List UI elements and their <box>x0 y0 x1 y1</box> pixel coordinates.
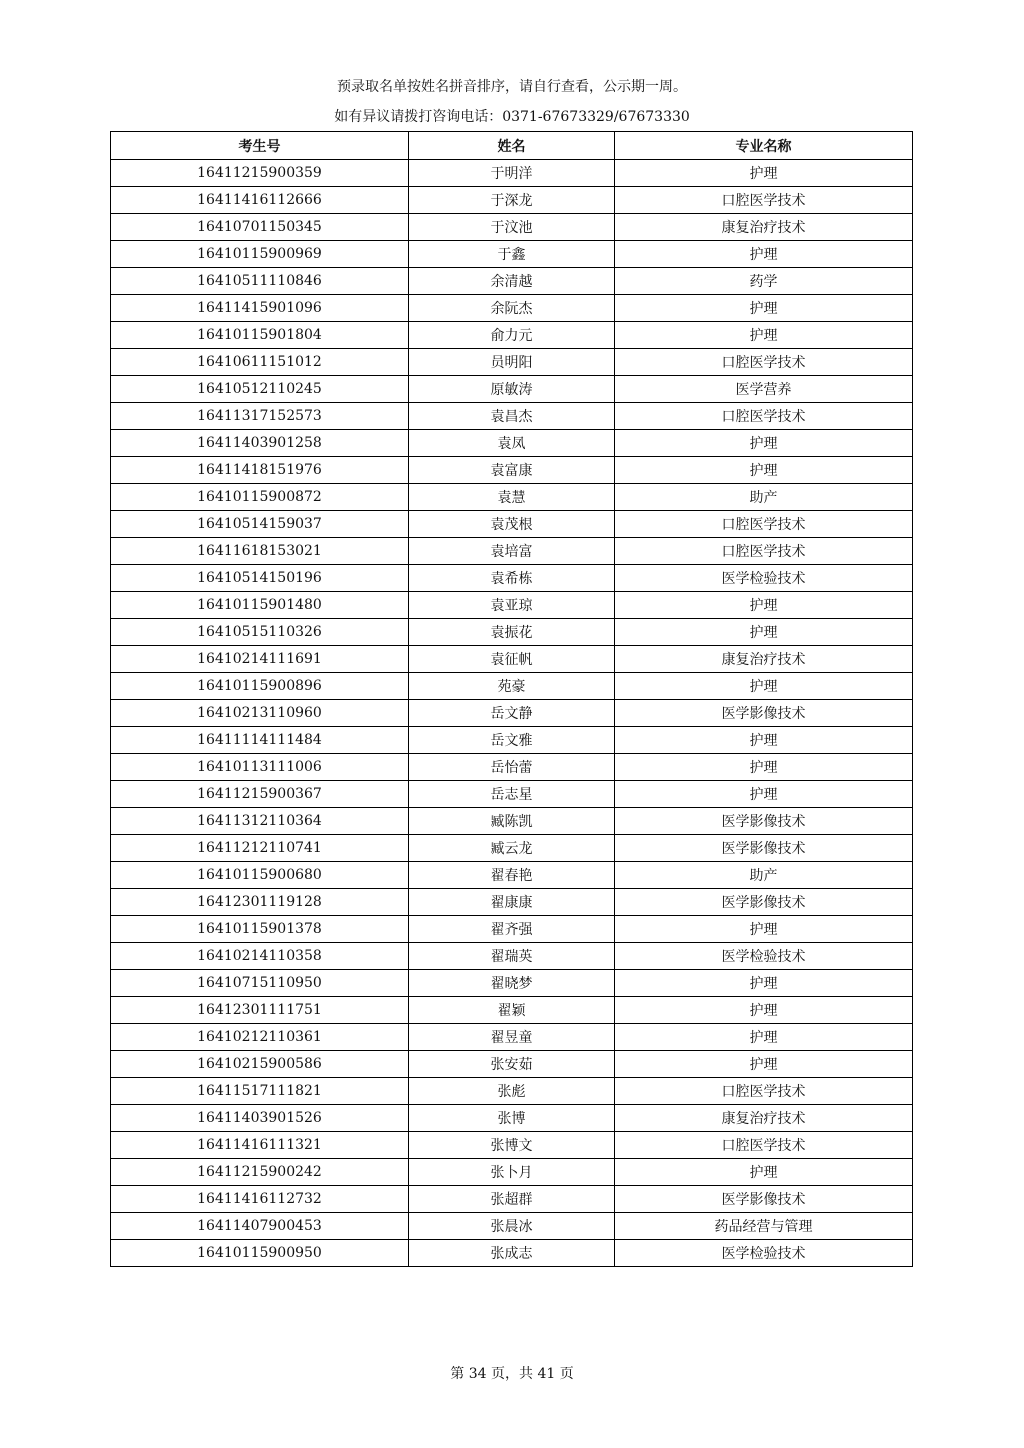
table-row <box>111 1132 913 1159</box>
cell-exam-number: 16410115901804 <box>111 322 409 349</box>
table-row <box>111 970 913 997</box>
cell-exam-number: 16410514159037 <box>111 511 409 538</box>
table-row <box>111 187 913 214</box>
page-number: 第 34 页，共 41 页 <box>450 1366 574 1382</box>
cell-major: 康复治疗技术 <box>615 646 913 673</box>
cell-name: 于鑫 <box>409 241 615 268</box>
cell-exam-number: 16410115901480 <box>111 592 409 619</box>
cell-name: 翟昱童 <box>409 1024 615 1051</box>
table-row <box>111 1105 913 1132</box>
cell-exam-number: 16411403901258 <box>111 430 409 457</box>
table-row <box>111 1078 913 1105</box>
table-row <box>111 916 913 943</box>
cell-name: 张晨冰 <box>409 1213 615 1240</box>
cell-name: 袁振花 <box>409 619 615 646</box>
cell-name: 袁希栋 <box>409 565 615 592</box>
cell-name: 张安茹 <box>409 1051 615 1078</box>
cell-name: 翟康康 <box>409 889 615 916</box>
cell-major: 医学检验技术 <box>615 1240 913 1267</box>
cell-major: 护理 <box>615 295 913 322</box>
cell-name: 于明洋 <box>409 160 615 187</box>
table-row <box>111 1240 913 1267</box>
cell-exam-number: 16410115900896 <box>111 673 409 700</box>
table-row <box>111 268 913 295</box>
cell-major: 医学营养 <box>615 376 913 403</box>
cell-exam-number: 16410215900586 <box>111 1051 409 1078</box>
cell-name: 翟晓梦 <box>409 970 615 997</box>
header-row <box>111 132 913 160</box>
cell-name: 岳怡蕾 <box>409 754 615 781</box>
cell-major: 护理 <box>615 754 913 781</box>
cell-exam-number: 16410113111006 <box>111 754 409 781</box>
cell-major: 医学检验技术 <box>615 943 913 970</box>
cell-exam-number: 16411517111821 <box>111 1078 409 1105</box>
cell-exam-number: 16410701150345 <box>111 214 409 241</box>
cell-exam-number: 16411215900242 <box>111 1159 409 1186</box>
cell-exam-number: 16411618153021 <box>111 538 409 565</box>
cell-name: 于汶池 <box>409 214 615 241</box>
cell-major: 康复治疗技术 <box>615 214 913 241</box>
cell-exam-number: 16412301119128 <box>111 889 409 916</box>
table-row <box>111 808 913 835</box>
cell-name: 袁富康 <box>409 457 615 484</box>
table-row <box>111 241 913 268</box>
table-row <box>111 295 913 322</box>
table-row <box>111 1051 913 1078</box>
cell-name: 张彪 <box>409 1078 615 1105</box>
cell-exam-number: 16411407900453 <box>111 1213 409 1240</box>
cell-name: 张成志 <box>409 1240 615 1267</box>
table-row <box>111 565 913 592</box>
cell-name: 臧云龙 <box>409 835 615 862</box>
cell-name: 张博 <box>409 1105 615 1132</box>
cell-major: 护理 <box>615 727 913 754</box>
cell-name: 臧陈凯 <box>409 808 615 835</box>
table-body <box>111 160 913 1267</box>
table-row <box>111 1159 913 1186</box>
cell-major: 助产 <box>615 862 913 889</box>
cell-major: 口腔医学技术 <box>615 187 913 214</box>
table-row <box>111 646 913 673</box>
cell-exam-number: 16411215900359 <box>111 160 409 187</box>
cell-major: 护理 <box>615 322 913 349</box>
cell-major: 口腔医学技术 <box>615 511 913 538</box>
cell-major: 护理 <box>615 997 913 1024</box>
cell-exam-number: 16410512110245 <box>111 376 409 403</box>
table-row <box>111 997 913 1024</box>
cell-major: 护理 <box>615 970 913 997</box>
cell-name: 张超群 <box>409 1186 615 1213</box>
cell-major: 药品经营与管理 <box>615 1213 913 1240</box>
cell-name: 岳文静 <box>409 700 615 727</box>
cell-name: 翟颖 <box>409 997 615 1024</box>
cell-major: 护理 <box>615 160 913 187</box>
column-header-name: 姓名 <box>409 132 615 160</box>
cell-exam-number: 16410511110846 <box>111 268 409 295</box>
cell-major: 口腔医学技术 <box>615 1078 913 1105</box>
cell-exam-number: 16411312110364 <box>111 808 409 835</box>
table-row <box>111 943 913 970</box>
cell-exam-number: 16411212110741 <box>111 835 409 862</box>
cell-name: 原敏涛 <box>409 376 615 403</box>
cell-major: 护理 <box>615 592 913 619</box>
cell-exam-number: 16410214110358 <box>111 943 409 970</box>
cell-exam-number: 16412301111751 <box>111 997 409 1024</box>
cell-exam-number: 16411418151976 <box>111 457 409 484</box>
cell-name: 翟春艳 <box>409 862 615 889</box>
cell-exam-number: 16411215900367 <box>111 781 409 808</box>
cell-major: 医学影像技术 <box>615 889 913 916</box>
cell-name: 翟瑞英 <box>409 943 615 970</box>
cell-major: 口腔医学技术 <box>615 1132 913 1159</box>
table-row <box>111 700 913 727</box>
cell-name: 苑豪 <box>409 673 615 700</box>
cell-major: 医学影像技术 <box>615 1186 913 1213</box>
cell-major: 护理 <box>615 430 913 457</box>
cell-exam-number: 16410115900969 <box>111 241 409 268</box>
cell-name: 俞力元 <box>409 322 615 349</box>
column-header-exam-number: 考生号 <box>111 132 409 160</box>
cell-major: 护理 <box>615 781 913 808</box>
cell-name: 袁茂根 <box>409 511 615 538</box>
table-row <box>111 727 913 754</box>
cell-major: 口腔医学技术 <box>615 538 913 565</box>
cell-name: 张卜月 <box>409 1159 615 1186</box>
table-row <box>111 457 913 484</box>
cell-major: 助产 <box>615 484 913 511</box>
cell-exam-number: 16411416112732 <box>111 1186 409 1213</box>
cell-exam-number: 16410115900680 <box>111 862 409 889</box>
cell-name: 岳文雅 <box>409 727 615 754</box>
table-row <box>111 214 913 241</box>
table-row <box>111 619 913 646</box>
notice-line-sorting: 预录取名单按姓名拼音排序，请自行查看，公示期一周。 <box>337 79 687 95</box>
cell-exam-number: 16410212110361 <box>111 1024 409 1051</box>
cell-name: 员明阳 <box>409 349 615 376</box>
cell-exam-number: 16410115900872 <box>111 484 409 511</box>
cell-major: 口腔医学技术 <box>615 403 913 430</box>
cell-exam-number: 16411416112666 <box>111 187 409 214</box>
cell-major: 医学检验技术 <box>615 565 913 592</box>
cell-major: 医学影像技术 <box>615 700 913 727</box>
table-row <box>111 322 913 349</box>
cell-major: 医学影像技术 <box>615 808 913 835</box>
cell-major: 护理 <box>615 916 913 943</box>
cell-exam-number: 16410213110960 <box>111 700 409 727</box>
table-row <box>111 511 913 538</box>
table-row <box>111 889 913 916</box>
cell-exam-number: 16411416111321 <box>111 1132 409 1159</box>
cell-name: 袁征帆 <box>409 646 615 673</box>
table-row <box>111 349 913 376</box>
table-header <box>111 132 913 160</box>
cell-exam-number: 16411114111484 <box>111 727 409 754</box>
admission-list-table <box>110 131 913 1267</box>
cell-exam-number: 16410715110950 <box>111 970 409 997</box>
notice-line-contact-phone: 如有异议请拨打咨询电话：0371-67673329/67673330 <box>334 109 690 125</box>
cell-exam-number: 16410515110326 <box>111 619 409 646</box>
table-row <box>111 1024 913 1051</box>
cell-name: 余阮杰 <box>409 295 615 322</box>
cell-name: 袁昌杰 <box>409 403 615 430</box>
cell-exam-number: 16410214111691 <box>111 646 409 673</box>
cell-name: 袁慧 <box>409 484 615 511</box>
cell-major: 护理 <box>615 241 913 268</box>
cell-exam-number: 16410514150196 <box>111 565 409 592</box>
table-row <box>111 376 913 403</box>
cell-name: 翟齐强 <box>409 916 615 943</box>
cell-major: 康复治疗技术 <box>615 1105 913 1132</box>
table-row <box>111 484 913 511</box>
cell-exam-number: 16410115900950 <box>111 1240 409 1267</box>
cell-exam-number: 16411403901526 <box>111 1105 409 1132</box>
cell-major: 护理 <box>615 1051 913 1078</box>
cell-major: 医学影像技术 <box>615 835 913 862</box>
table-row <box>111 835 913 862</box>
table-row <box>111 160 913 187</box>
table-row <box>111 673 913 700</box>
cell-exam-number: 16410115901378 <box>111 916 409 943</box>
cell-major: 护理 <box>615 457 913 484</box>
column-header-major: 专业名称 <box>615 132 913 160</box>
cell-major: 护理 <box>615 1024 913 1051</box>
table-row <box>111 538 913 565</box>
table-row <box>111 1213 913 1240</box>
table-row <box>111 754 913 781</box>
cell-name: 余清越 <box>409 268 615 295</box>
cell-exam-number: 16411317152573 <box>111 403 409 430</box>
cell-major: 护理 <box>615 673 913 700</box>
table-row <box>111 403 913 430</box>
cell-major: 药学 <box>615 268 913 295</box>
cell-name: 袁培富 <box>409 538 615 565</box>
table-row <box>111 430 913 457</box>
table-row <box>111 862 913 889</box>
cell-name: 岳志星 <box>409 781 615 808</box>
table-row <box>111 592 913 619</box>
cell-major: 护理 <box>615 1159 913 1186</box>
cell-name: 袁凤 <box>409 430 615 457</box>
cell-name: 于深龙 <box>409 187 615 214</box>
cell-exam-number: 16411415901096 <box>111 295 409 322</box>
table-row <box>111 781 913 808</box>
cell-major: 护理 <box>615 619 913 646</box>
cell-exam-number: 16410611151012 <box>111 349 409 376</box>
cell-name: 袁亚琼 <box>409 592 615 619</box>
cell-major: 口腔医学技术 <box>615 349 913 376</box>
table-row <box>111 1186 913 1213</box>
cell-name: 张博文 <box>409 1132 615 1159</box>
